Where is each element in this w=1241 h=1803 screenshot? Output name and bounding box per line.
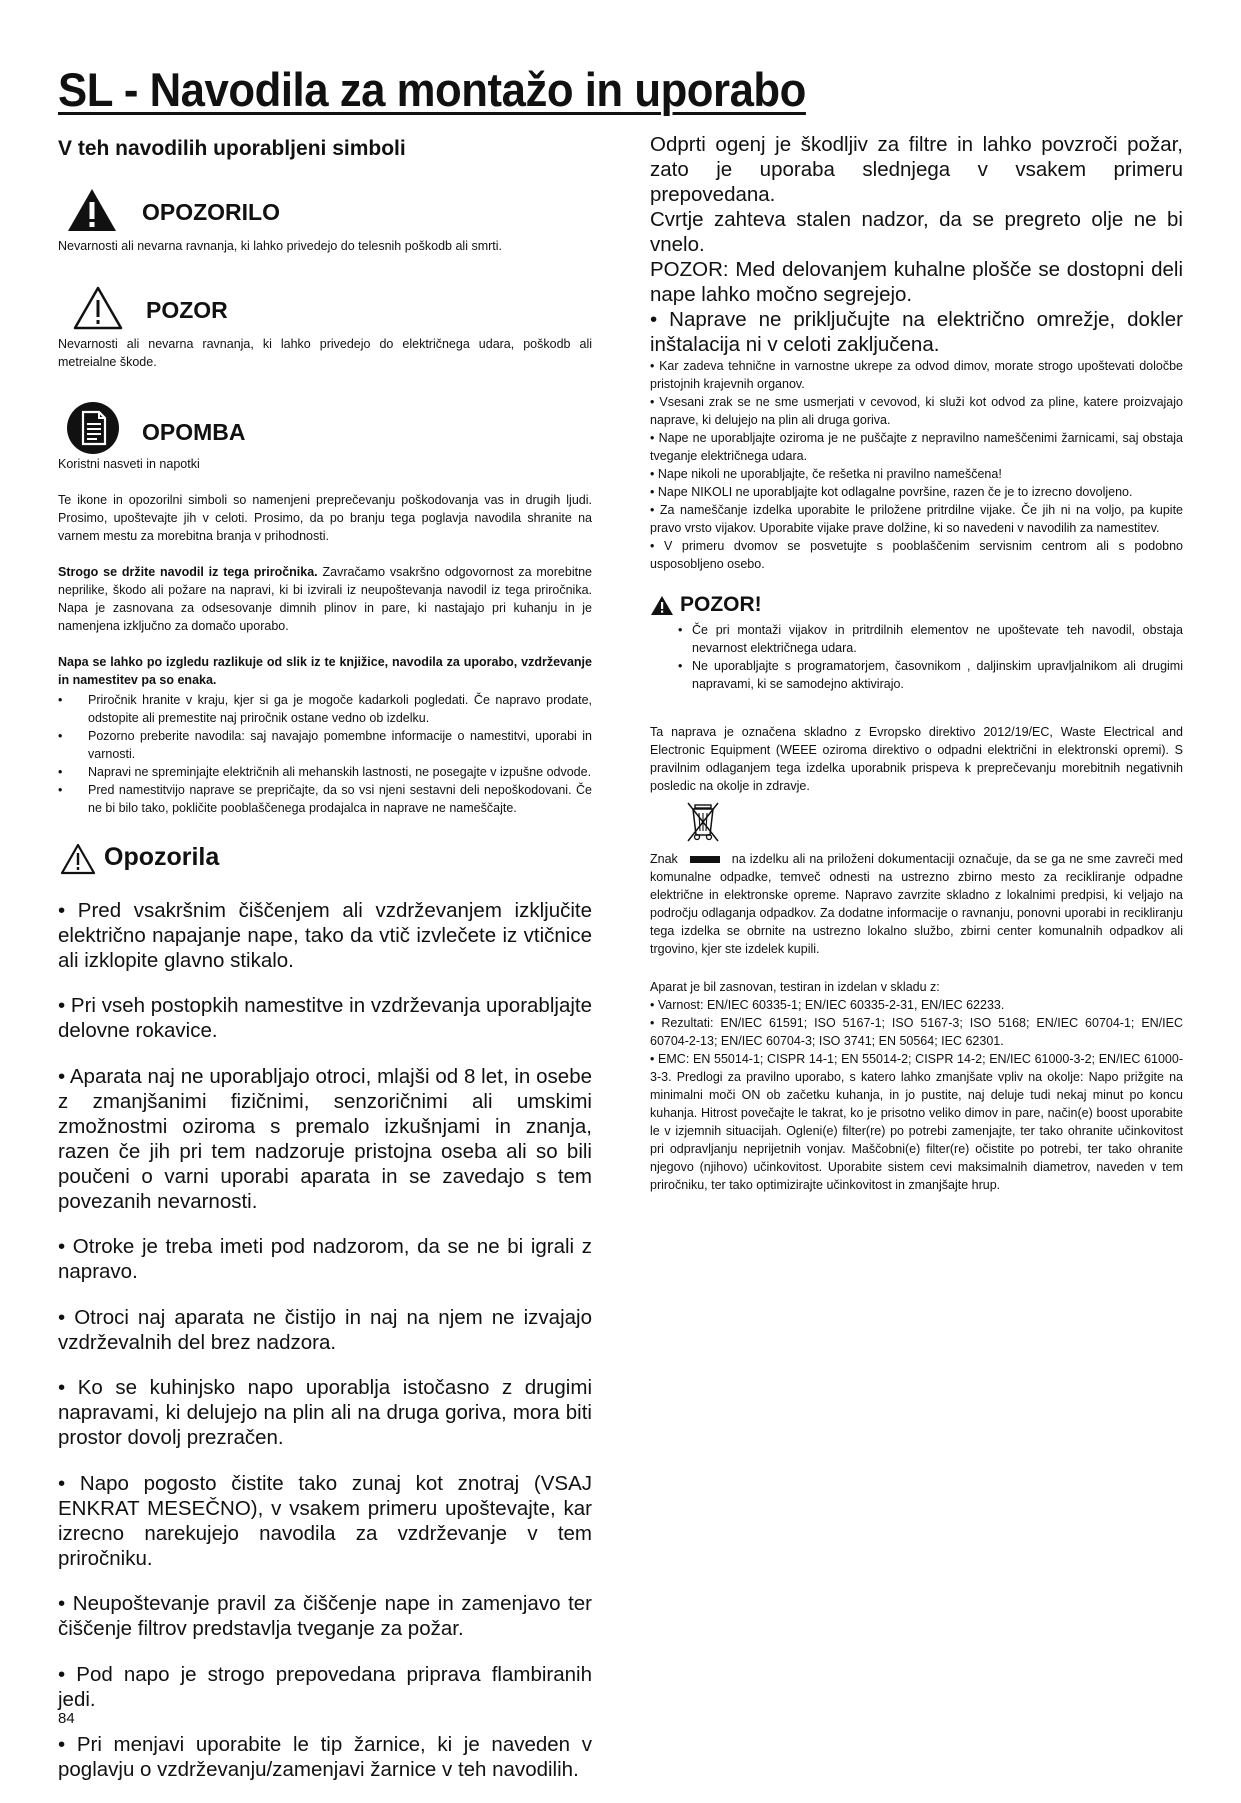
- compliance-line: • Rezultati: EN/IEC 61591; ISO 5167-1; ISO 5167-3; ISO 5168; EN/IEC 60704-1; EN/IEC 60704-2-13; EN/IEC 60704-3; ISO 3741; EN 50564; IEC 62301.: [650, 1016, 1183, 1048]
- list-item: • Neupoštevanje pravil za čiščenje nape in zamenjavo ter čiščenje filtrov predstavlja tveganje za požar.: [58, 1592, 592, 1640]
- opozorila-heading-block: [58, 843, 592, 877]
- note-icon: [66, 401, 120, 455]
- list-item: • Pri menjavi uporabite le tip žarnice, ki je naveden v poglavju o vzdrževanju/zamenjavi žarnice v teh navodilih.: [58, 1733, 592, 1781]
- opomba-text: Koristni nasveti in napotki: [58, 457, 200, 471]
- warning-filled-icon: [66, 187, 118, 233]
- list-item: • Pozorno preberite navodila: saj navajajo pomembne informacije o namestitvi, uporabi in varnosti.: [58, 727, 592, 763]
- opomba-block: [58, 401, 592, 455]
- list-item: • Kar zadeva tehnične in varnostne ukrepe za odvod dimov, morate strogo upoštevati določbe pristojnih krajevnih organov.: [650, 359, 1183, 391]
- opozorilo-text: Nevarnosti ali nevarna ravnanja, ki lahko privedejo do telesnih poškodb ali smrti.: [58, 239, 502, 253]
- warning-outline-icon: [72, 285, 124, 331]
- page-title: SL - Navodila za montažo in uporabo: [58, 63, 806, 116]
- pozor2-heading: POZOR!: [680, 593, 762, 616]
- znak-label: Znak: [650, 852, 678, 866]
- right-column: [650, 132, 1183, 1194]
- opozorila-heading: Opozorila: [104, 843, 220, 871]
- left-column: [58, 135, 592, 1803]
- warning-outline-icon: [60, 843, 96, 875]
- icons-paragraph: Te ikone in opozorilni simboli so namenjeni preprečevanju poškodovanja vas in drugih ljudi. Prosimo, upoštevajte jih v celoti. Prosimo, da po branju tega poglavja navodila shranite na varnem mestu za morebitna branja v prihodnosti.: [58, 493, 592, 543]
- list-item: • Pred namestitvijo naprave se prepričajte, da so vsi njeni sestavni deli nepoškodovani. Če ne bi bilo tako, pokličite pooblaščenega prodajalca in naprave ne nameščajte.: [58, 781, 592, 817]
- list-item: • Pod napo je strogo prepovedana priprava flambiranih jedi.: [58, 1662, 592, 1711]
- appearance-paragraph: Napa se lahko po izgledu razlikuje od slik iz te knjižice, navodila za uporabo, vzdrževanje in namestitev pa so enaka.: [58, 655, 592, 687]
- znak-rest: na izdelku ali na priloženi dokumentaciji označuje, da se ga ne sme zavreči med komunalne odpadke, temveč odnesti na ustrezno zbirno mesto za recikliranje odpadne električne in elektronske opreme. Napravo zavrzite skladno z lokalnimi predpisi, ki veljajo na področju odlaganja odpadkov. Za dodatne informacije o ravnanju, ponovni uporabi in recikliranju tega izdelka se obrnite na ustrezno lokalno službo, zbirni center komunalnih odpadkov ali trgovino, kjer ste izdelek kupili.: [650, 852, 1183, 956]
- weee-paragraph: Ta naprava je označena skladno z Evropsko direktivo 2012/19/EC, Waste Electrical and Electronic Equipment (WEEE oziroma direktivo o odpadni električni in elektronski opremi). S pravilnim odlaganjem tega izdelka uporabnik prispeva k preprečevanju morebitnih negativnih posledic na okolje in zdravje.: [650, 725, 1183, 793]
- pozor-text: Nevarnosti ali nevarna ravnanja, ki lahko privedejo do električnega udara, poškodb ali metreialne škode.: [58, 337, 592, 369]
- right-warnings: [650, 132, 1183, 357]
- compliance-line: • Varnost: EN/IEC 60335-1; EN/IEC 60335-2-31, EN/IEC 62233.: [650, 998, 1005, 1012]
- warning-filled-icon: [650, 595, 674, 616]
- appearance-list: [58, 691, 592, 817]
- pozor-label: POZOR: [146, 297, 228, 323]
- crossed-bin-icon: [686, 801, 720, 843]
- list-item: • Aparata naj ne uporabljajo otroci, mlajši od 8 let, in osebe z zmanjšanimi fizičnimi, senzoričnimi ali umskimi zmožnostmi oziroma s premalo izkušnjami in znanja, razen če jih pri tem nadzoruje pristojna oseba ali so bili poučeni o varni uporabi aparata in se zavedajo s tem povezanih nevarnosti.: [58, 1064, 592, 1213]
- list-item: • Pri vseh postopkih namestitve in vzdrževanja uporabljajte delovne rokavice.: [58, 994, 592, 1042]
- list-item: • Pred vsakršnim čiščenjem ali vzdrževanjem izključite električno napajanje nape, tako da vtič izvlečete iz vtičnice ali izklopite glavno stikalo.: [58, 898, 592, 972]
- list-item: • Otroci naj aparata ne čistijo in naj na njem ne izvajajo vzdrževalnih del brez nadzora.: [58, 1305, 592, 1354]
- compliance-line: • EMC: EN 55014-1; CISPR 14-1; EN 55014-2; CISPR 14-2; EN/IEC 61000-3-2; EN/IEC 61000-3-3. Predlogi za pravilno uporabo, s katero lahko zmanjšate vpliv na okolje: Napo prižgite na minimalni moči ON ob začetku kuhanja, in jo pustite, naj deluje tudi nekaj minut po koncu kuhanja. Hitrost povečajte le takrat, ko je prisotno veliko dimov in pare, način(e) boost uporabite le v izjemnih situacijah. Ogleni(e) filter(re) po potrebi zamenjajte, ter tako ohranite učinkovitost pri odpravljanju neprijetnih vonjav. Maščobni(e) filter(re) očistite po potrebi, ter tako ohranite njegovo (njihovo) učinkovitost. Uporabite sistem cevi maksimalnih diametrov, naveden v tem priročniku, ter tako optimizirajte učinkovitost in zmanjšajte hrup.: [650, 1052, 1183, 1192]
- opozorila-list: [58, 898, 592, 1783]
- list-item: • Naprave ne priključujte na električno omrežje, dokler inštalacija ni v celoti zaključena.: [650, 308, 1183, 356]
- list-item: • Nape NIKOLI ne uporabljajte kot odlagalne površine, razen če je to izrecno dovoljeno.: [650, 485, 1133, 499]
- strict-bold: Strogo se držite navodil iz tega priročnika.: [58, 565, 318, 579]
- pozor2-heading-block: [650, 593, 1183, 621]
- list-item: • Če pri montaži vijakov in pritrdilnih elementov ne upoštevate teh navodil, obstaja nevarnost električnega udara.: [678, 621, 1183, 657]
- pozor-block: [58, 285, 592, 335]
- list-item: • Napravi ne spreminjajte električnih ali mehanskih lastnosti, ne posegajte v izpušne odvode.: [58, 763, 592, 781]
- list-item: Cvrtje zahteva stalen nadzor, da se pregreto olje ne bi vnelo.: [650, 208, 1183, 256]
- list-item: POZOR: Med delovanjem kuhalne plošče se dostopni deli nape lahko močno segrejejo.: [650, 258, 1183, 306]
- opomba-label: OPOMBA: [142, 419, 246, 445]
- list-item: • Za nameščanje izdelka uporabite le priložene pritrdilne vijake. Če jih ni na voljo, pa kupite pravo vrsto vijakov. Uporabite vijake prave dolžine, ki so navedeni v navodilih za namestitev.: [650, 503, 1183, 535]
- black-bar-symbol: [690, 856, 720, 863]
- opozorilo-label: OPOZORILO: [142, 199, 280, 225]
- list-item: • Nape nikoli ne uporabljajte, če rešetka ni pravilno nameščena!: [650, 467, 1002, 481]
- strict-paragraph: [58, 563, 592, 635]
- list-item: • Nape ne uporabljajte oziroma je ne puščajte z nepravilno nameščenimi žarnicami, saj obstaja tveganje električnega udara.: [650, 431, 1183, 463]
- pozor2-list: [650, 621, 1183, 693]
- list-item: • Priročnik hranite v kraju, kjer si ga je mogoče kadarkoli pogledati. Če napravo prodate, odstopite ali premestite naj priročnik ostane vedno ob izdelku.: [58, 691, 592, 727]
- list-item: • V primeru dvomov se posvetujte s pooblaščenim servisnim centrom ali s podobno usposobljeno osebo.: [650, 539, 1183, 571]
- znak-paragraph: [650, 850, 1183, 958]
- compliance-block: [650, 978, 1183, 1194]
- compliance-line: Aparat je bil zasnovan, testiran in izdelan v skladu z:: [650, 980, 940, 994]
- opozorilo-block: [58, 187, 592, 237]
- list-item: • Ne uporabljajte s programatorjem, časovnikom , daljinskim upravljalnikom ali drugimi napravami, ki se samodejno aktivirajo.: [678, 657, 1183, 693]
- list-item: • Vsesani zrak se ne sme usmerjati v cevovod, ki služi kot odvod za pline, katere proizvajajo naprave, ki delujejo na plin ali druga goriva.: [650, 395, 1183, 427]
- right-small-list: [650, 357, 1183, 573]
- strict-rest: Zavračamo vsakršno odgovornost za morebitne neprilike, škodo ali požare na napravi, ki bi izvirali iz neupoštevanja navodil iz tega priročnika. Napa je zasnovana za odsesovanje dimnih plinov in pare, ki nastajajo pri kuhanju in je namenjena izključno za domačo uporabo.: [58, 565, 592, 633]
- symbols-heading: V teh navodilih uporabljeni simboli: [58, 137, 406, 160]
- list-item: Odprti ogenj je škodljiv za filtre in lahko povzroči požar, zato je uporaba slednjega v vsakem primeru prepovedana.: [650, 133, 1183, 206]
- list-item: • Ko se kuhinjsko napo uporablja istočasno z drugimi napravami, ki delujejo na plin ali na druga goriva, mora biti prostor dovolj prezračen.: [58, 1376, 592, 1449]
- list-item: • Napo pogosto čistite tako zunaj kot znotraj (VSAJ ENKRAT MESEČNO), v vsakem primeru upoštevajte, kar izrecno narekujejo navodila za vzdrževanje v tem priročniku.: [58, 1471, 592, 1570]
- page-number: 84: [58, 1710, 75, 1727]
- list-item: • Otroke je treba imeti pod nadzorom, da se ne bi igrali z napravo.: [58, 1235, 592, 1283]
